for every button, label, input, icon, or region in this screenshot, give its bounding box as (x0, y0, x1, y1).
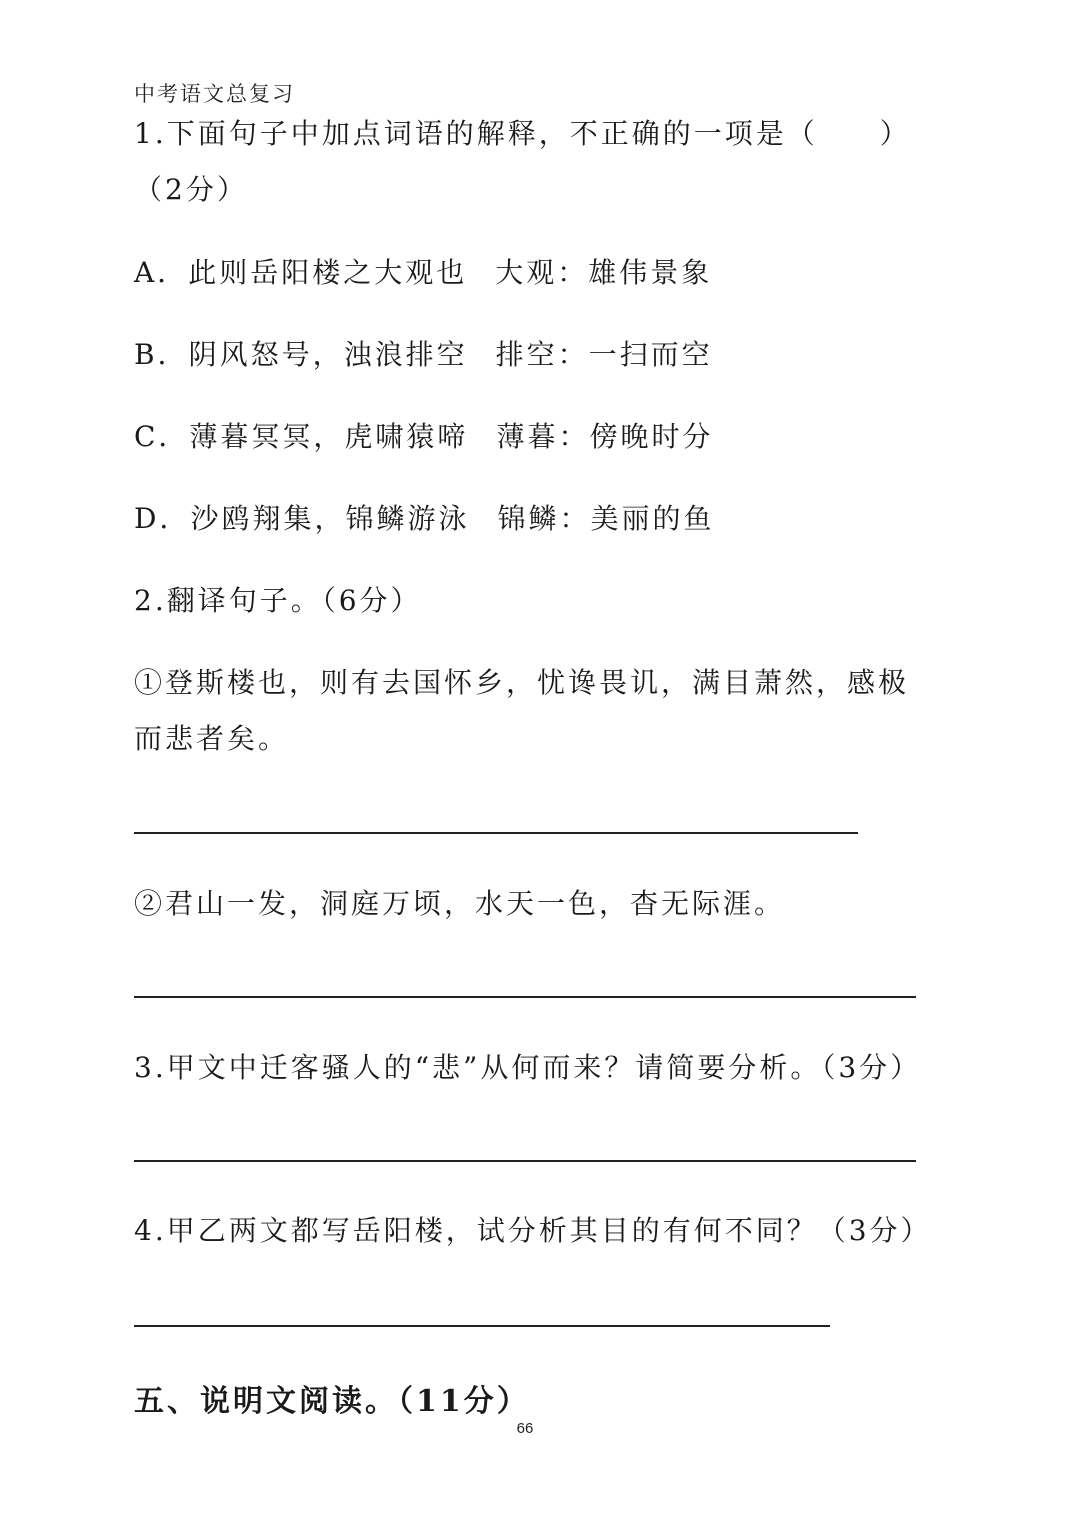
question-3-stem: 3.甲文中迁客骚人的“悲”从何而来？请简要分析。（3分） (134, 1051, 922, 1084)
question-1-option-a (134, 245, 712, 301)
question-1-option-d (134, 491, 714, 547)
question-2-stem: 2.翻译句子。（6分） (134, 584, 422, 617)
answer-line-q2-1 (134, 832, 858, 834)
option-b-sentence: B．阴风怒号，浊浪排空 (134, 338, 468, 371)
option-a-gloss: 大观：雄伟景象 (495, 256, 713, 289)
question-1-option-b (134, 327, 713, 383)
option-c-gloss: 薄暮：傍晚时分 (496, 420, 714, 453)
question-4-stem: 4.甲乙两文都写岳阳楼，试分析其目的有何不同？（3分） (134, 1214, 932, 1247)
option-d-gloss: 锦鳞：美丽的鱼 (497, 502, 715, 535)
option-b-gloss: 排空：一扫而空 (495, 338, 713, 371)
question-1-option-c (134, 409, 713, 465)
option-d-sentence: D．沙鸥翔集，锦鳞游泳 (134, 502, 470, 535)
answer-line-q2-2 (134, 996, 916, 998)
question-2-item-2: ②君山一发，洞庭万顷，水天一色，杳无际涯。 (134, 887, 786, 920)
question-1-stem: 1.下面句子中加点词语的解释，不正确的一项是（ ）（2分） (134, 117, 911, 206)
answer-line-q3 (134, 1160, 916, 1162)
answer-line-q4 (134, 1325, 830, 1327)
page-header: 中考语文总复习 (134, 82, 295, 106)
option-c-sentence: C．薄暮冥冥，虎啸猿啼 (134, 420, 469, 453)
section-5-title: 五、说明文阅读。（11分） (134, 1384, 530, 1419)
option-a-sentence: A．此则岳阳楼之大观也 (134, 256, 468, 289)
question-2-item-1: ①登斯楼也，则有去国怀乡，忧谗畏讥，满目萧然，感极而悲者矣。 (134, 666, 910, 755)
page-number: 66 (516, 1420, 534, 1437)
